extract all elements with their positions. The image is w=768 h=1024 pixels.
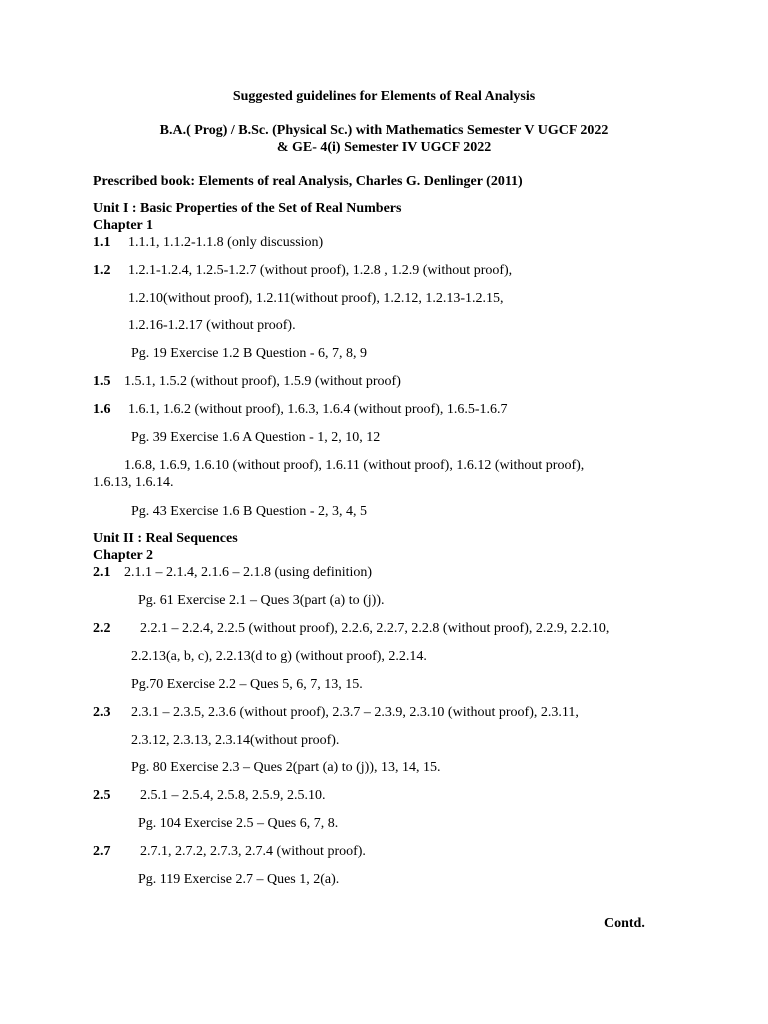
continued-label: Contd. — [604, 916, 645, 931]
unit-1-heading: Unit I : Basic Properties of the Set of Real Numbers — [93, 201, 402, 216]
section-topics: 1.2.1-1.2.4, 1.2.5-1.2.7 (without proof), 1.2.8 , 1.2.9 (without proof), — [128, 263, 513, 278]
section-topics: 1.6.13, 1.6.14. — [93, 475, 174, 490]
section-number: 1.1 — [93, 235, 111, 250]
section-number: 2.3 — [93, 705, 111, 720]
exercise-line: Pg. 39 Exercise 1.6 A Question - 1, 2, 10, 12 — [131, 430, 381, 445]
section-topics: 2.3.1 – 2.3.5, 2.3.6 (without proof), 2.3.7 – 2.3.9, 2.3.10 (without proof), 2.3.11, — [131, 705, 579, 720]
section-topics: 2.2.1 – 2.2.4, 2.2.5 (without proof), 2.2.6, 2.2.7, 2.2.8 (without proof), 2.2.9, 2.2.10, — [140, 621, 610, 636]
section-topics: 2.7.1, 2.7.2, 2.7.3, 2.7.4 (without proof). — [140, 844, 366, 859]
exercise-line: Pg. 104 Exercise 2.5 – Ques 6, 7, 8. — [138, 816, 339, 831]
section-topics: 2.3.12, 2.3.13, 2.3.14(without proof). — [131, 733, 340, 748]
section-number: 1.2 — [93, 263, 111, 278]
document-title: Suggested guidelines for Elements of Real Analysis — [232, 89, 536, 104]
chapter-1-heading: Chapter 1 — [93, 218, 154, 233]
section-topics: 1.1.1, 1.1.2-1.1.8 (only discussion) — [128, 235, 324, 250]
section-number: 2.5 — [93, 788, 111, 803]
section-topics: 1.6.8, 1.6.9, 1.6.10 (without proof), 1.6.11 (without proof), 1.6.12 (without proof), — [124, 458, 585, 473]
section-number: 2.2 — [93, 621, 111, 636]
section-number: 2.7 — [93, 844, 111, 859]
section-topics: 2.1.1 – 2.1.4, 2.1.6 – 2.1.8 (using definition) — [124, 565, 373, 580]
section-topics: 1.6.1, 1.6.2 (without proof), 1.6.3, 1.6.4 (without proof), 1.6.5-1.6.7 — [128, 402, 508, 417]
section-topics: 2.5.1 – 2.5.4, 2.5.8, 2.5.9, 2.5.10. — [140, 788, 326, 803]
prescribed-book: Prescribed book: Elements of real Analysis, Charles G. Denlinger (2011) — [93, 174, 523, 189]
section-number: 1.6 — [93, 402, 111, 417]
section-number: 2.1 — [93, 565, 111, 580]
exercise-line: Pg. 80 Exercise 2.3 – Ques 2(part (a) to (j)), 13, 14, 15. — [131, 760, 441, 775]
program-line-1: B.A.( Prog) / B.Sc. (Physical Sc.) with Mathematics Semester V UGCF 2022 — [159, 123, 609, 138]
program-line-2: & GE- 4(i) Semester IV UGCF 2022 — [276, 140, 492, 155]
exercise-line: Pg. 61 Exercise 2.1 – Ques 3(part (a) to (j)). — [138, 593, 385, 608]
section-topics: 1.2.16-1.2.17 (without proof). — [128, 318, 296, 333]
section-topics: 1.5.1, 1.5.2 (without proof), 1.5.9 (without proof) — [124, 374, 401, 389]
chapter-2-heading: Chapter 2 — [93, 548, 154, 563]
section-number: 1.5 — [93, 374, 111, 389]
section-topics: 2.2.13(a, b, c), 2.2.13(d to g) (without proof), 2.2.14. — [131, 649, 427, 664]
section-topics: 1.2.10(without proof), 1.2.11(without proof), 1.2.12, 1.2.13-1.2.15, — [128, 291, 504, 306]
exercise-line: Pg. 119 Exercise 2.7 – Ques 1, 2(a). — [138, 872, 340, 887]
exercise-line: Pg.70 Exercise 2.2 – Ques 5, 6, 7, 13, 15. — [131, 677, 363, 692]
exercise-line: Pg. 19 Exercise 1.2 B Question - 6, 7, 8, 9 — [131, 346, 368, 361]
unit-2-heading: Unit II : Real Sequences — [93, 531, 238, 546]
exercise-line: Pg. 43 Exercise 1.6 B Question - 2, 3, 4, 5 — [131, 504, 368, 519]
